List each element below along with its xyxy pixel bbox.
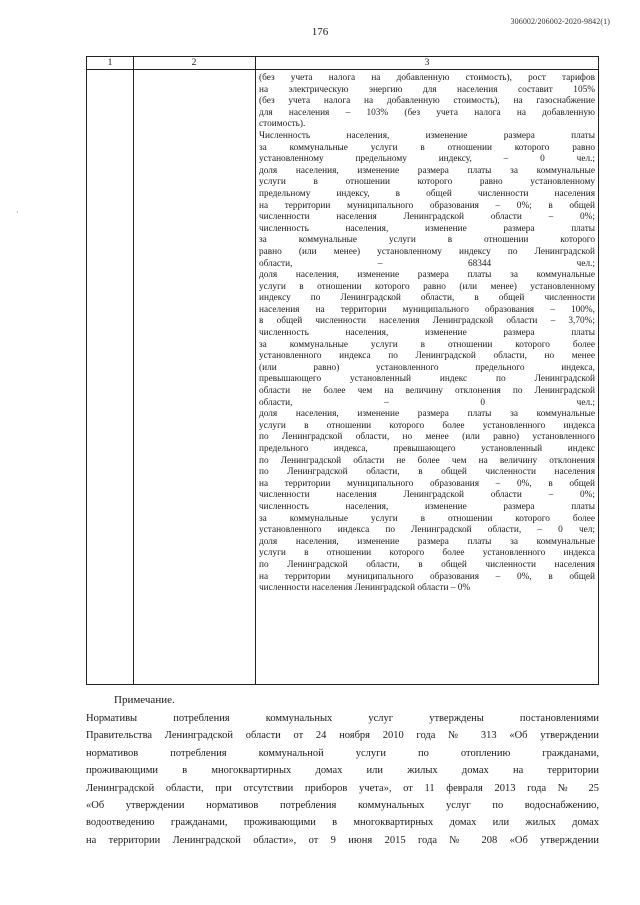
table-text-line: в общей численности населения Ленинградской области – 3,70%;: [259, 316, 595, 327]
table-column-divider: [255, 57, 256, 684]
table-header-col1: 1: [107, 58, 113, 68]
note-text-line: нормативов потребления коммунальной услуги по отоплению гражданами,: [86, 747, 599, 759]
note-text-line: на территории Ленинградской области», от 9 июня 2015 года № 208 «Об утверждении: [86, 834, 599, 846]
table-text-line: установленного индекса по Ленинградской области, – 0 чел;: [259, 525, 595, 536]
table-text-line: по Ленинградской области, в общей численности населения: [259, 467, 595, 478]
table-text-line: превышающего установленный индекс по Ленинградской: [259, 374, 595, 385]
note-section: [86, 693, 599, 849]
page-number: 176: [311, 26, 329, 38]
table-header-col3: 3: [424, 58, 430, 68]
table-text-line: численности населения Ленинградской области – 0%: [259, 583, 471, 594]
table-header-divider: [87, 69, 598, 70]
note-title: Примечание.: [114, 694, 175, 706]
table-text-line: за коммунальные услуги в отношении которого равно: [259, 142, 595, 153]
table-text-line: на электрическую энергию для населения составит 105%: [259, 84, 595, 95]
table-column-divider: [133, 57, 134, 684]
table-text-line: (или равно) установленного предельного индекса,: [259, 362, 595, 373]
table-text-line: (без учета налога на добавленную стоимость), на газоснабжение: [259, 96, 595, 107]
table-text-line: доля населения, изменение размера платы за коммунальные: [259, 409, 595, 420]
note-text: [86, 710, 599, 849]
table-text-line: за коммунальные услуги в отношении которого: [259, 235, 595, 246]
table-text-line: предельному индексу, в общей численности населения: [259, 188, 595, 199]
table-text-line: услуги в отношении которого равно (или менее) установленному: [259, 281, 595, 292]
table-text-line: установленному предельному индексу, – 0 чел.;: [259, 154, 595, 165]
table-text-line: установленного индекса по Ленинградской области, но менее: [259, 351, 595, 362]
table-text-line: индексу по Ленинградской области, в общей численности: [259, 293, 595, 304]
table-text-line: области, – 0 чел.;: [259, 397, 595, 408]
table-text-line: равно (или менее) установленному индексу по Ленинградской: [259, 246, 595, 257]
note-text-line: «Об утверждении нормативов потребления коммунальных услуг по водоснабжению,: [86, 800, 599, 812]
data-table: [86, 56, 599, 685]
table-header-col2: 2: [191, 58, 197, 68]
table-text-line: стоимость).: [259, 119, 306, 130]
table-text-line: на территории муниципального образования – 0%; в общей: [259, 200, 595, 211]
table-text-line: доля населения, изменение размера платы за коммунальные: [259, 536, 595, 547]
table-text-line: на территории муниципального образования – 0%, в общей: [259, 571, 595, 582]
table-text-line: по Ленинградской области не более чем на величину отклонения: [259, 455, 595, 466]
table-text-line: услуги в отношении которого более установленного индекса: [259, 548, 595, 559]
table-text-line: численности населения Ленинградской области – 0%;: [259, 212, 595, 223]
table-text-line: численность населения, изменение размера платы: [259, 328, 595, 339]
table-text-line: Численность населения, изменение размера платы: [259, 130, 595, 141]
note-text-line: проживающими в многоквартирных домах или жилых домах на территории: [86, 765, 599, 777]
table-text-line: для населения – 103% (без учета налога на добавленную: [259, 107, 595, 118]
table-text-line: услуги в отношении которого равно установленному: [259, 177, 595, 188]
table-text-line: численность населения, изменение размера платы: [259, 501, 595, 512]
table-text-line: численности населения Ленинградской области – 0%;: [259, 490, 595, 501]
table-text-line: области не более чем на величину отклонения по Ленинградской: [259, 386, 595, 397]
table-text-line: численность населения, изменение размера платы: [259, 223, 595, 234]
table-text-line: за коммунальные услуги в отношении которого более: [259, 339, 595, 350]
margin-mark: ·: [16, 208, 19, 217]
note-text-line: Правительства Ленинградской области от 24 ноября 2010 года № 313 «Об утверждении: [86, 730, 599, 742]
table-text-line: населения на территории муниципального образования – 100%,: [259, 304, 595, 315]
note-text-line: Ленинградской области, при отсутствии приборов учета», от 11 февраля 2013 года № 25: [86, 782, 599, 794]
document-code: 306002/206002-2020-9842(1): [510, 17, 610, 26]
table-text-line: (без учета налога на добавленную стоимость), рост тарифов: [259, 73, 595, 83]
table-text-line: доля населения, изменение размера платы за коммунальные: [259, 270, 595, 281]
table-cell-text: [259, 73, 595, 595]
note-text-line: Нормативы потребления коммунальных услуг утверждены постановлениями: [86, 713, 599, 724]
table-text-line: за коммунальные услуги в отношении которого более: [259, 513, 595, 524]
note-text-line: водоотведению гражданами, проживающими в многоквартирных домах или жилых домах: [86, 817, 599, 829]
table-text-line: области, – 68344 чел.;: [259, 258, 595, 269]
table-text-line: по Ленинградской области, но менее (или равно) установленного: [259, 432, 595, 443]
table-text-line: по Ленинградской области, в общей численности населения: [259, 559, 595, 570]
table-text-line: на территории муниципального образования – 0%, в общей: [259, 478, 595, 489]
table-text-line: услуги в отношении которого более установленного индекса: [259, 420, 595, 431]
table-text-line: доля населения, изменение размера платы за коммунальные: [259, 165, 595, 176]
table-text-line: предельного индекса, превышающего установленный индекс: [259, 444, 595, 454]
